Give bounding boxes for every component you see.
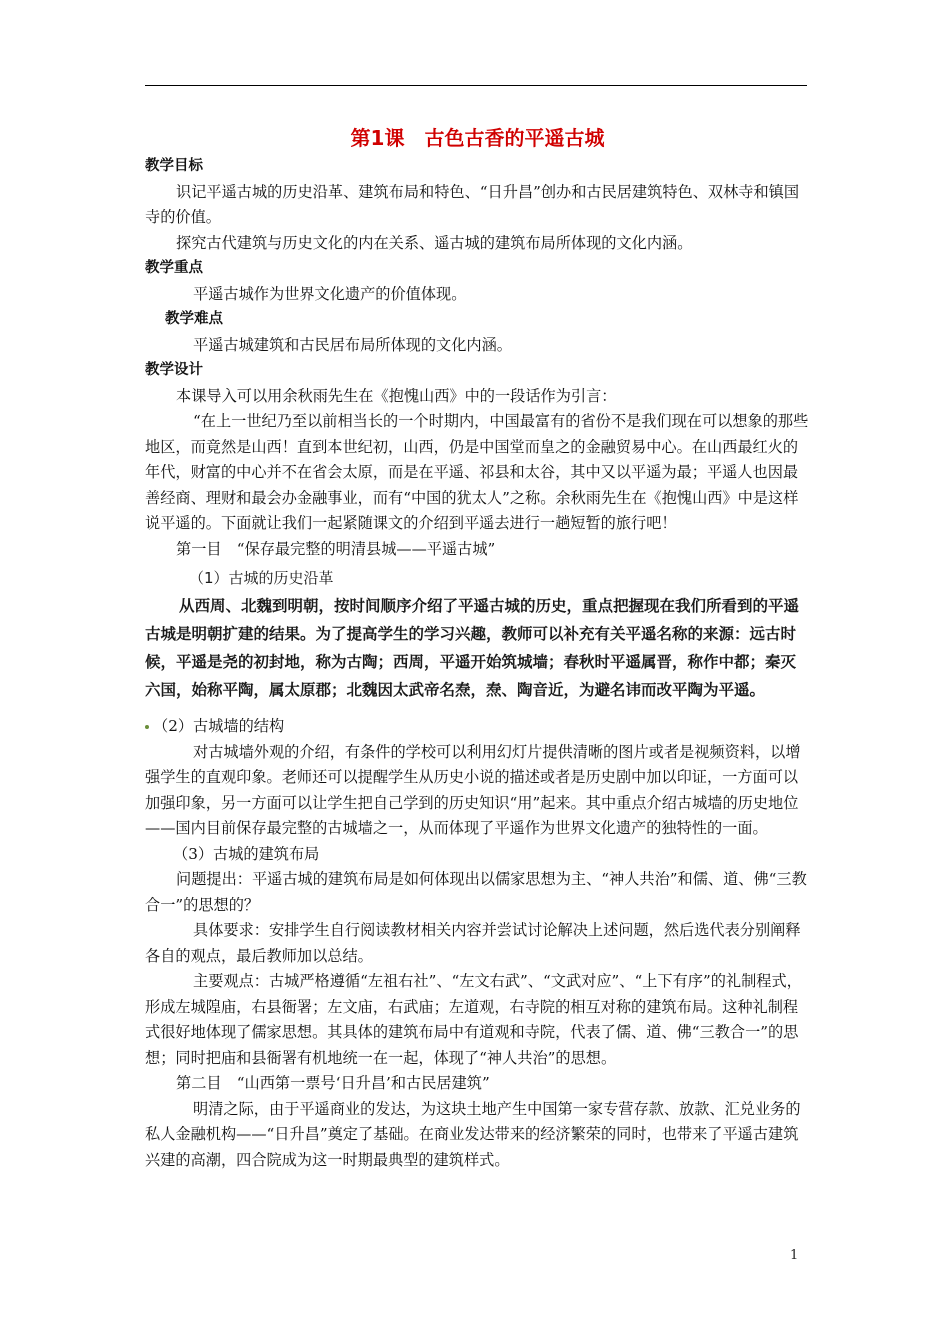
item1-sub3-question: 问题提出：平遥古城的建筑布局是如何体现出以儒家思想为主、“神人共治”和儒、道、佛“三教合一”的思想的？ xyxy=(145,870,807,914)
item1-sub1-title: （1）古城的历史沿革 xyxy=(189,569,334,587)
item1-sub2-line xyxy=(145,714,810,740)
item1-history-block xyxy=(145,564,810,704)
item1-title: 第一目 “保存最完整的明清县城——平遥古城” xyxy=(176,539,496,558)
document-body xyxy=(145,124,810,1173)
goals-heading: 教学目标 xyxy=(145,158,203,174)
goals-paragraph-1: 识记平遥古城的历史沿革、建筑布局和特色、“日升昌”创办和古民居建筑特色、双林寺和镇国寺的价值。 xyxy=(145,182,800,226)
item1-sub3-viewpoints: 主要观点：古城严格遵循“左祖右社”、“左文右武”、“文武对应”、“上下有序”的礼制程式，形成左城隍庙，右县衙署；左文庙，右武庙；左道观，右寺院的相互对称的建筑布局。这种礼制程式很好地体现了儒家思想。其具体的建筑布局中有道观和寺院，代表了儒、道、佛“三教合一”的思想；同时把庙和县衙署有机地统一在一起，体现了“神人共治”的思想。 xyxy=(145,972,802,1067)
page-number: 1 xyxy=(790,1248,799,1263)
difficult-points-paragraph: 平遥古城建筑和古民居布局所体现的文化内涵。 xyxy=(193,335,512,354)
item2-title: 第二目 “山西第一票号‘日升昌’和古民居建筑” xyxy=(176,1074,490,1092)
item1-sub2-title: （2）古城墙的结构 xyxy=(153,717,285,735)
page-title: 第1课 古色古香的平遥古城 xyxy=(350,126,605,150)
key-points-paragraph: 平遥古城作为世界文化遗产的价值体现。 xyxy=(193,284,467,303)
key-points-heading: 教学重点 xyxy=(145,260,203,276)
item2-body: 明清之际，由于平遥商业的发达，为这块土地产生中国第一家专营存款、放款、汇兑业务的私人金融机构——“日升昌”奠定了基础。在商业发达带来的经济繁荣的同时，也带来了平遥古建筑兴建的高潮，四合院成为这一时期最典型的建筑样式。 xyxy=(145,1099,801,1169)
design-heading: 教学设计 xyxy=(145,362,203,378)
item1-sub1-body: 从西周、北魏到明朝，按时间顺序介绍了平遥古城的历史，重点把握现在我们所看到的平遥古城是明朝扩建的结果。为了提高学生的学习兴趣，教师可以补充有关平遥名称的来源：远古时候，平遥是尧的初封地，称为古陶；西周，平遥开始筑城墙；春秋时平遥属晋，称作中都；秦灭六国，始称平陶，属太原郡；北魏因太武帝名焘，焘、陶音近，为避名讳而改平陶为平遥。 xyxy=(145,597,800,699)
bullet-mark xyxy=(145,725,149,729)
goals-paragraph-2: 探究古代建筑与历史文化的内在关系、遥古城的建筑布局所体现的文化内涵。 xyxy=(176,233,693,252)
item1-sub3-requirements: 具体要求：安排学生自行阅读教材相关内容并尝试讨论解决上述问题，然后选代表分别阐释各自的观点，最后教师加以总结。 xyxy=(145,921,801,965)
design-intro: 本课导入可以用余秋雨先生在《抱愧山西》中的一段话作为引言： xyxy=(176,386,617,405)
item1-sub3-title: （3）古城的建筑布局 xyxy=(173,844,320,863)
difficult-points-heading: 教学难点 xyxy=(165,311,223,327)
design-quote: “在上一世纪乃至以前相当长的一个时期内，中国最富有的省份不是我们现在可以想象的那些地区，而竟然是山西！直到本世纪初，山西，仍是中国堂而皇之的金融贸易中心。在山西最红火的年代，财富的中心并不在省会太原，而是在平遥、祁县和太谷，其中又以平遥为最；平遥人也因最善经商、理财和最会办金融事业，而有“中国的犹太人”之称。余秋雨先生在《抱愧山西》中是这样说平遥的。下面就让我们一起紧随课文的介绍到平遥去进行一趟短暂的旅行吧！ xyxy=(145,412,809,532)
item1-sub2-body: 对古城墙外观的介绍，有条件的学校可以利用幻灯片提供清晰的图片或者是视频资料，以增强学生的直观印象。老师还可以提醒学生从历史小说的描述或者是历史剧中加以印证，一方面可以加强印象，另一方面可以让学生把自己学到的历史知识“用”起来。其中重点介绍古城墙的历史地位——国内目前保存最完整的古城墙之一，从而体现了平遥作为世界文化遗产的独特性的一面。 xyxy=(145,742,801,837)
header-rule xyxy=(145,85,807,86)
